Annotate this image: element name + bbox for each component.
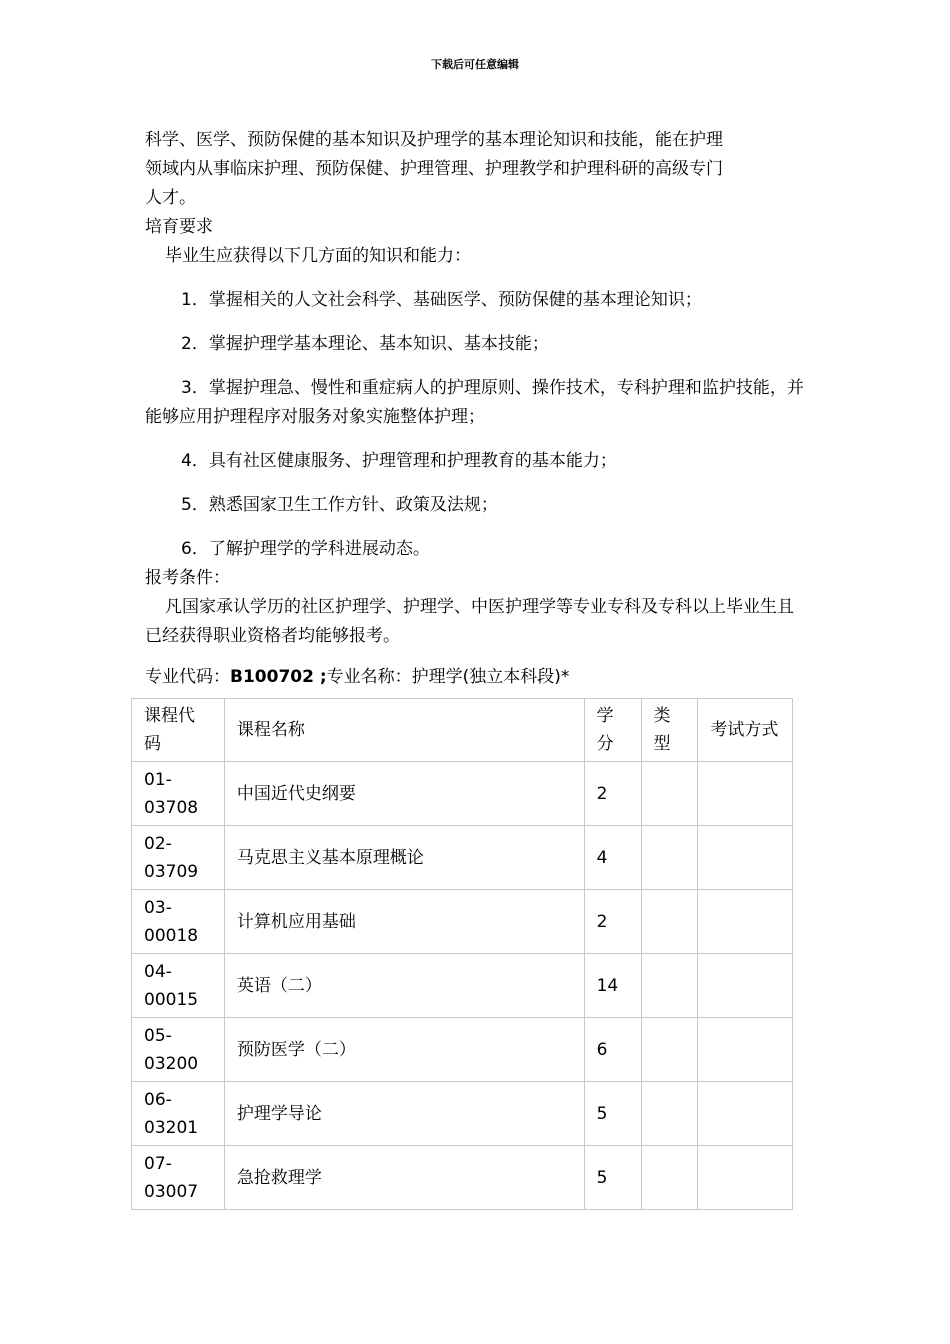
subject-name-label: 专业名称：护理学(独立本科段)* <box>326 667 570 687</box>
table-row <box>132 762 793 826</box>
requirement-item-2: 2．掌握护理学基本理论、基本知识、基本技能； <box>181 334 549 354</box>
requirement-item-1: 1．掌握相关的人文社会科学、基础医学、预防保健的基本理论知识； <box>181 290 702 310</box>
conditions-heading: 报考条件： <box>145 568 230 588</box>
course-name-cell: 英语（二） <box>224 954 584 1018</box>
exam-method-cell <box>698 1146 793 1210</box>
type-cell <box>641 954 698 1018</box>
course-name-cell: 急抢救理学 <box>224 1146 584 1210</box>
subject-line <box>145 663 810 692</box>
table-row <box>132 954 793 1018</box>
course-name-cell: 护理学导论 <box>224 1082 584 1146</box>
course-code-cell: 05-03200 <box>132 1018 225 1082</box>
intro-line-1: 科学、医学、预防保健的基本知识及护理学的基本理论知识和技能，能在护理 <box>145 130 723 150</box>
header-exam-method: 考试方式 <box>698 699 793 762</box>
requirements-heading: 培育要求 <box>145 217 213 237</box>
exam-method-cell <box>698 762 793 826</box>
table-row <box>132 1146 793 1210</box>
credits-cell: 2 <box>584 890 641 954</box>
table-header-row <box>132 699 793 762</box>
type-cell <box>641 1082 698 1146</box>
course-name-cell: 计算机应用基础 <box>224 890 584 954</box>
exam-method-cell <box>698 826 793 890</box>
type-cell <box>641 826 698 890</box>
credits-cell: 6 <box>584 1018 641 1082</box>
course-name-cell: 马克思主义基本原理概论 <box>224 826 584 890</box>
requirement-item-3: 3．掌握护理急、慢性和重症病人的护理原则、操作技术，专科护理和监护技能，并能够应用护理程序对服务对象实施整体护理； <box>145 378 804 427</box>
requirement-item-4: 4．具有社区健康服务、护理管理和护理教育的基本能力； <box>181 451 617 471</box>
header-course-name: 课程名称 <box>224 699 584 762</box>
table-row <box>132 826 793 890</box>
requirements-lead: 毕业生应获得以下几方面的知识和能力： <box>165 246 471 266</box>
subject-code-label: 专业代码： <box>145 667 230 687</box>
header-course-code: 课程代码 <box>132 699 225 762</box>
credits-cell: 4 <box>584 826 641 890</box>
page-header: 下载后可任意编辑 <box>431 58 519 71</box>
requirement-item-5: 5．熟悉国家卫生工作方针、政策及法规； <box>181 495 498 515</box>
type-cell <box>641 1018 698 1082</box>
course-code-cell: 07-03007 <box>132 1146 225 1210</box>
credits-cell: 14 <box>584 954 641 1018</box>
type-cell <box>641 890 698 954</box>
course-name-cell: 中国近代史纲要 <box>224 762 584 826</box>
exam-method-cell <box>698 1082 793 1146</box>
header-type: 类型 <box>641 699 698 762</box>
course-code-cell: 06-03201 <box>132 1082 225 1146</box>
intro-line-2: 领域内从事临床护理、预防保健、护理管理、护理教学和护理科研的高级专门 <box>145 159 723 179</box>
exam-method-cell <box>698 1018 793 1082</box>
credits-cell: 5 <box>584 1082 641 1146</box>
document-body <box>145 126 810 692</box>
course-code-cell: 04-00015 <box>132 954 225 1018</box>
exam-method-cell <box>698 890 793 954</box>
course-table <box>131 698 793 1210</box>
course-code-cell: 03-00018 <box>132 890 225 954</box>
exam-method-cell <box>698 954 793 1018</box>
table-row <box>132 1082 793 1146</box>
credits-cell: 2 <box>584 762 641 826</box>
course-code-cell: 01-03708 <box>132 762 225 826</box>
subject-code: B100702 ; <box>230 667 327 687</box>
table-row <box>132 890 793 954</box>
course-name-cell: 预防医学（二） <box>224 1018 584 1082</box>
type-cell <box>641 1146 698 1210</box>
conditions-text: 凡国家承认学历的社区护理学、护理学、中医护理学等专业专科及专科以上毕业生且已经获得职业资格者均能够报考。 <box>145 597 794 646</box>
header-credits: 学分 <box>584 699 641 762</box>
credits-cell: 5 <box>584 1146 641 1210</box>
requirement-item-6: 6．了解护理学的学科进展动态。 <box>181 539 430 559</box>
type-cell <box>641 762 698 826</box>
course-code-cell: 02-03709 <box>132 826 225 890</box>
intro-line-3: 人才。 <box>145 188 196 208</box>
table-row <box>132 1018 793 1082</box>
